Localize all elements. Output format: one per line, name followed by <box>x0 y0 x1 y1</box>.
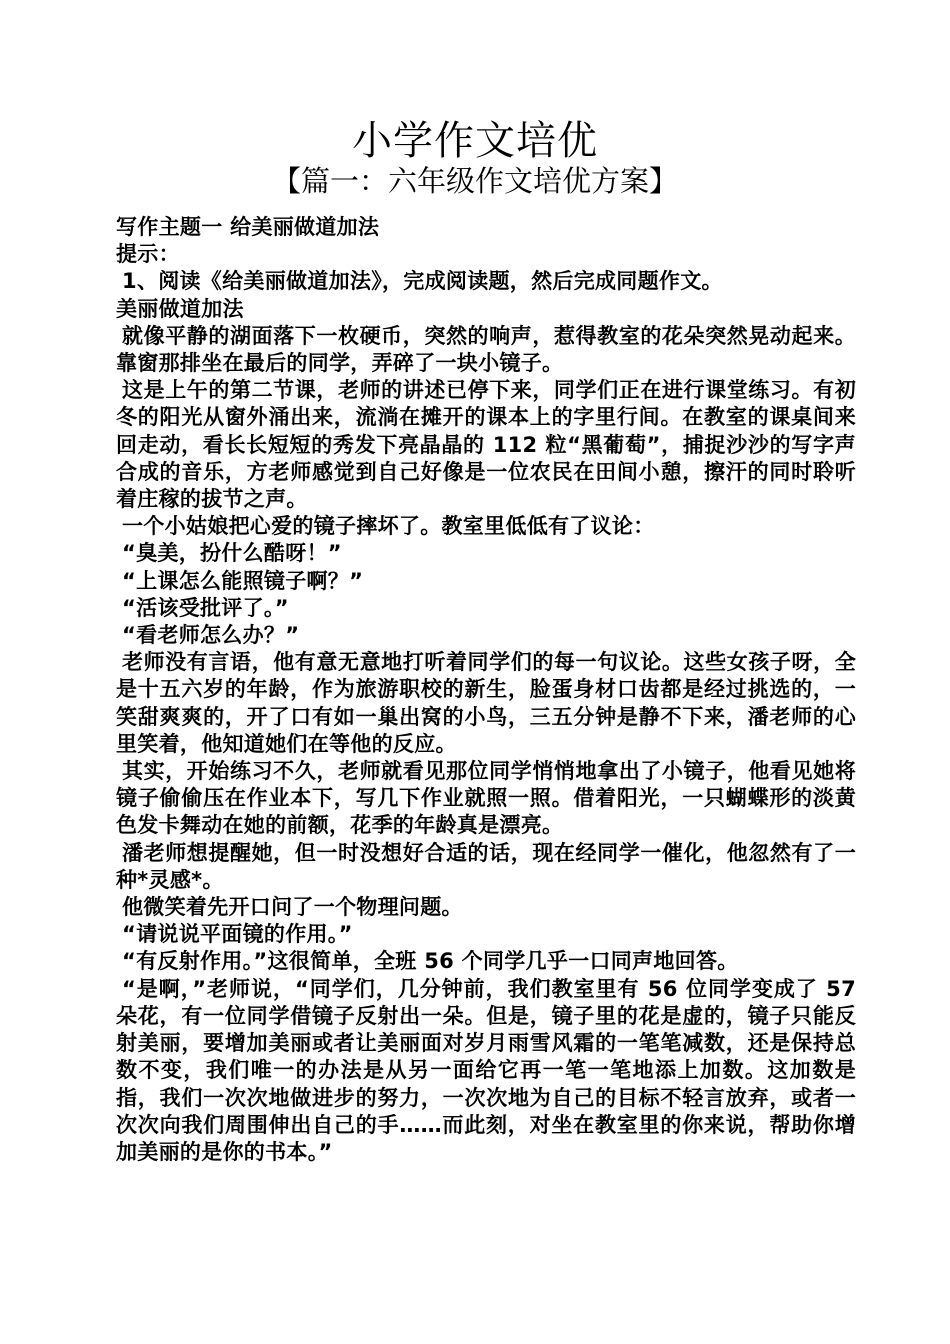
essay-paragraph: 就像平静的湖面落下一枚硬币，突然的响声，惹得教室的花朵突然晃动起来。 靠窗那排坐在最后的同学，弄碎了一块小镜子。 <box>116 323 856 376</box>
dialogue-line: “臭美，扮什么酷呀！” <box>122 541 342 566</box>
dialogue-line: “上课怎么能照镜子啊？” <box>122 568 364 593</box>
dialogue-line: “请说说平面镜的作用。” <box>122 922 353 947</box>
document-body <box>116 214 856 1166</box>
essay-paragraph: “是啊，”老师说，“同学们，几分钟前，我们教室里有 56 位同学变成了 57 朵花，有一位同学借镜子反射出一朵。但是，镜子里的花是虚的，镜子只能反射美丽，要增加美丽或者让美丽面对岁月雨雪风霜的一笔笔减数，还是保持总数不变，我们唯一的办法是从另一面给它再一笔一笔地添上加数。这加数是指，我们一次次地做进步的努力，一次次地为自己的目标不轻言放弃，或者一次次向我们周围伸出自己的手……而此刻，对坐在教室里的你来说，帮助你增加美丽的是你的书本。” <box>116 976 856 1164</box>
essay-paragraph: 其实，开始练习不久，老师就看见那位同学悄悄地拿出了小镜子，他看见她将镜子偷偷压在作业本下，写几下作业就照一照。借着阳光，一只蝴蝶形的淡黄色发卡舞动在她的前额，花季的年龄真是漂亮。 <box>116 759 856 838</box>
essay-title: 美丽做道加法 <box>116 296 244 321</box>
essay-paragraph: 他微笑着先开口问了一个物理问题。 <box>122 895 463 920</box>
essay-paragraph: 一个小姑娘把心爱的镜子摔坏了。教室里低低有了议论： <box>122 514 655 539</box>
document-subtitle: 【篇一：六年级作文培优方案】 <box>271 164 678 198</box>
dialogue-line: “看老师怎么办？” <box>122 623 300 648</box>
section-heading: 写作主题一 给美丽做道加法 <box>116 215 380 239</box>
hint-label: 提示： <box>116 242 180 267</box>
document-title: 小学作文培优 <box>352 118 598 164</box>
essay-paragraph: 老师没有言语，他有意无意地打听着同学们的每一句议论。这些女孩子呀，全是十五六岁的年龄，作为旅游职校的新生，脸蛋身材口齿都是经过挑选的，一笑甜爽爽的，开了口有如一巢出窝的小鸟，三五分钟是静不下来，潘老师的心里笑着，他知道她们在等他的反应。 <box>116 650 856 756</box>
essay-paragraph: 这是上午的第二节课，老师的讲述已停下来，同学们正在进行课堂练习。有初冬的阳光从窗外涌出来，流淌在摊开的课本上的字里行间。在教室的课桌间来回走动，看长长短短的秀发下亮晶晶的 112 粒“黑葡萄”，捕捉沙沙的写字声合成的音乐，方老师感觉到自己好像是一位农民在田间小憩，擦汗的同时聆听着庄稼的拔节之声。 <box>116 378 856 512</box>
essay-paragraph: “有反射作用。”这很简单，全班 56 个同学几乎一口同声地回答。 <box>122 949 739 974</box>
instruction-paragraph: 1、阅读《给美丽做道加法》，完成阅读题，然后完成同题作文。 <box>122 269 723 294</box>
essay-paragraph: 潘老师想提醒她，但一时没想好合适的话，现在经同学一催化，他忽然有了一种*灵感*。 <box>116 840 856 892</box>
dialogue-line: “活该受批评了。” <box>122 595 289 620</box>
